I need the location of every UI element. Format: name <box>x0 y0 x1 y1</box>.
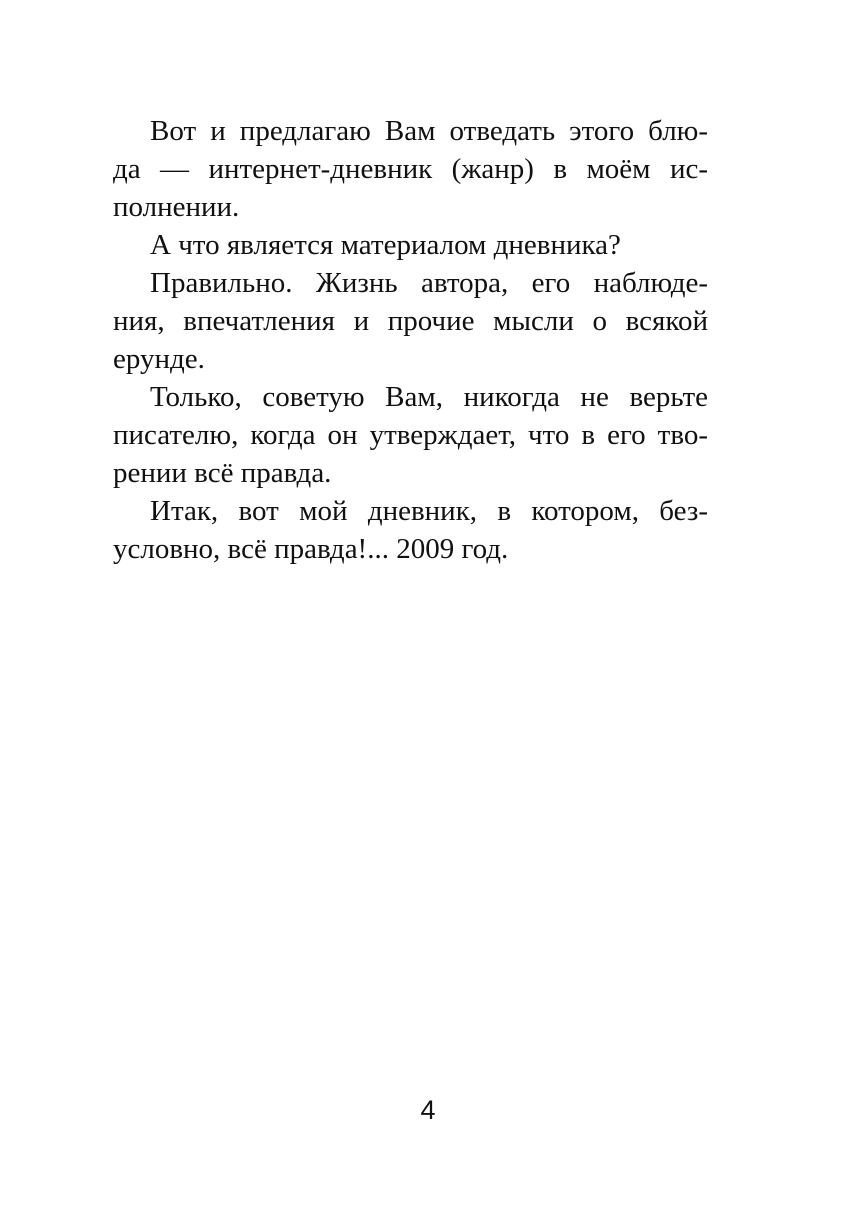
paragraph-4 <box>113 378 708 492</box>
text-line: ерунде. <box>113 343 205 375</box>
text-line: А что является материалом дневника? <box>150 229 621 261</box>
paragraph-2 <box>113 226 708 264</box>
text-line: Только, советую Вам, никогда не верьте <box>150 381 708 413</box>
text-line: Вот и предлагаю Вам отведать этого блю- <box>150 115 708 147</box>
paragraph-5 <box>113 492 708 568</box>
text-line: ния, впечатления и прочие мысли о всякой <box>113 305 708 337</box>
text-line: писателю, когда он утверждает, что в его тво- <box>113 419 708 451</box>
text-line: Правильно. Жизнь автора, его наблюде- <box>150 267 708 299</box>
paragraph-1 <box>113 112 708 226</box>
text-line: Итак, вот мой дневник, в котором, без- <box>150 495 708 527</box>
text-line: полнении. <box>113 191 240 223</box>
body-text <box>113 112 708 568</box>
text-line: рении всё правда. <box>113 457 332 489</box>
text-line: да — интернет-дневник (жанр) в моём ис- <box>113 153 708 185</box>
text-line: условно, всё правда!... 2009 год. <box>113 533 509 565</box>
paragraph-3 <box>113 264 708 378</box>
page-number: 4 <box>420 1095 436 1125</box>
